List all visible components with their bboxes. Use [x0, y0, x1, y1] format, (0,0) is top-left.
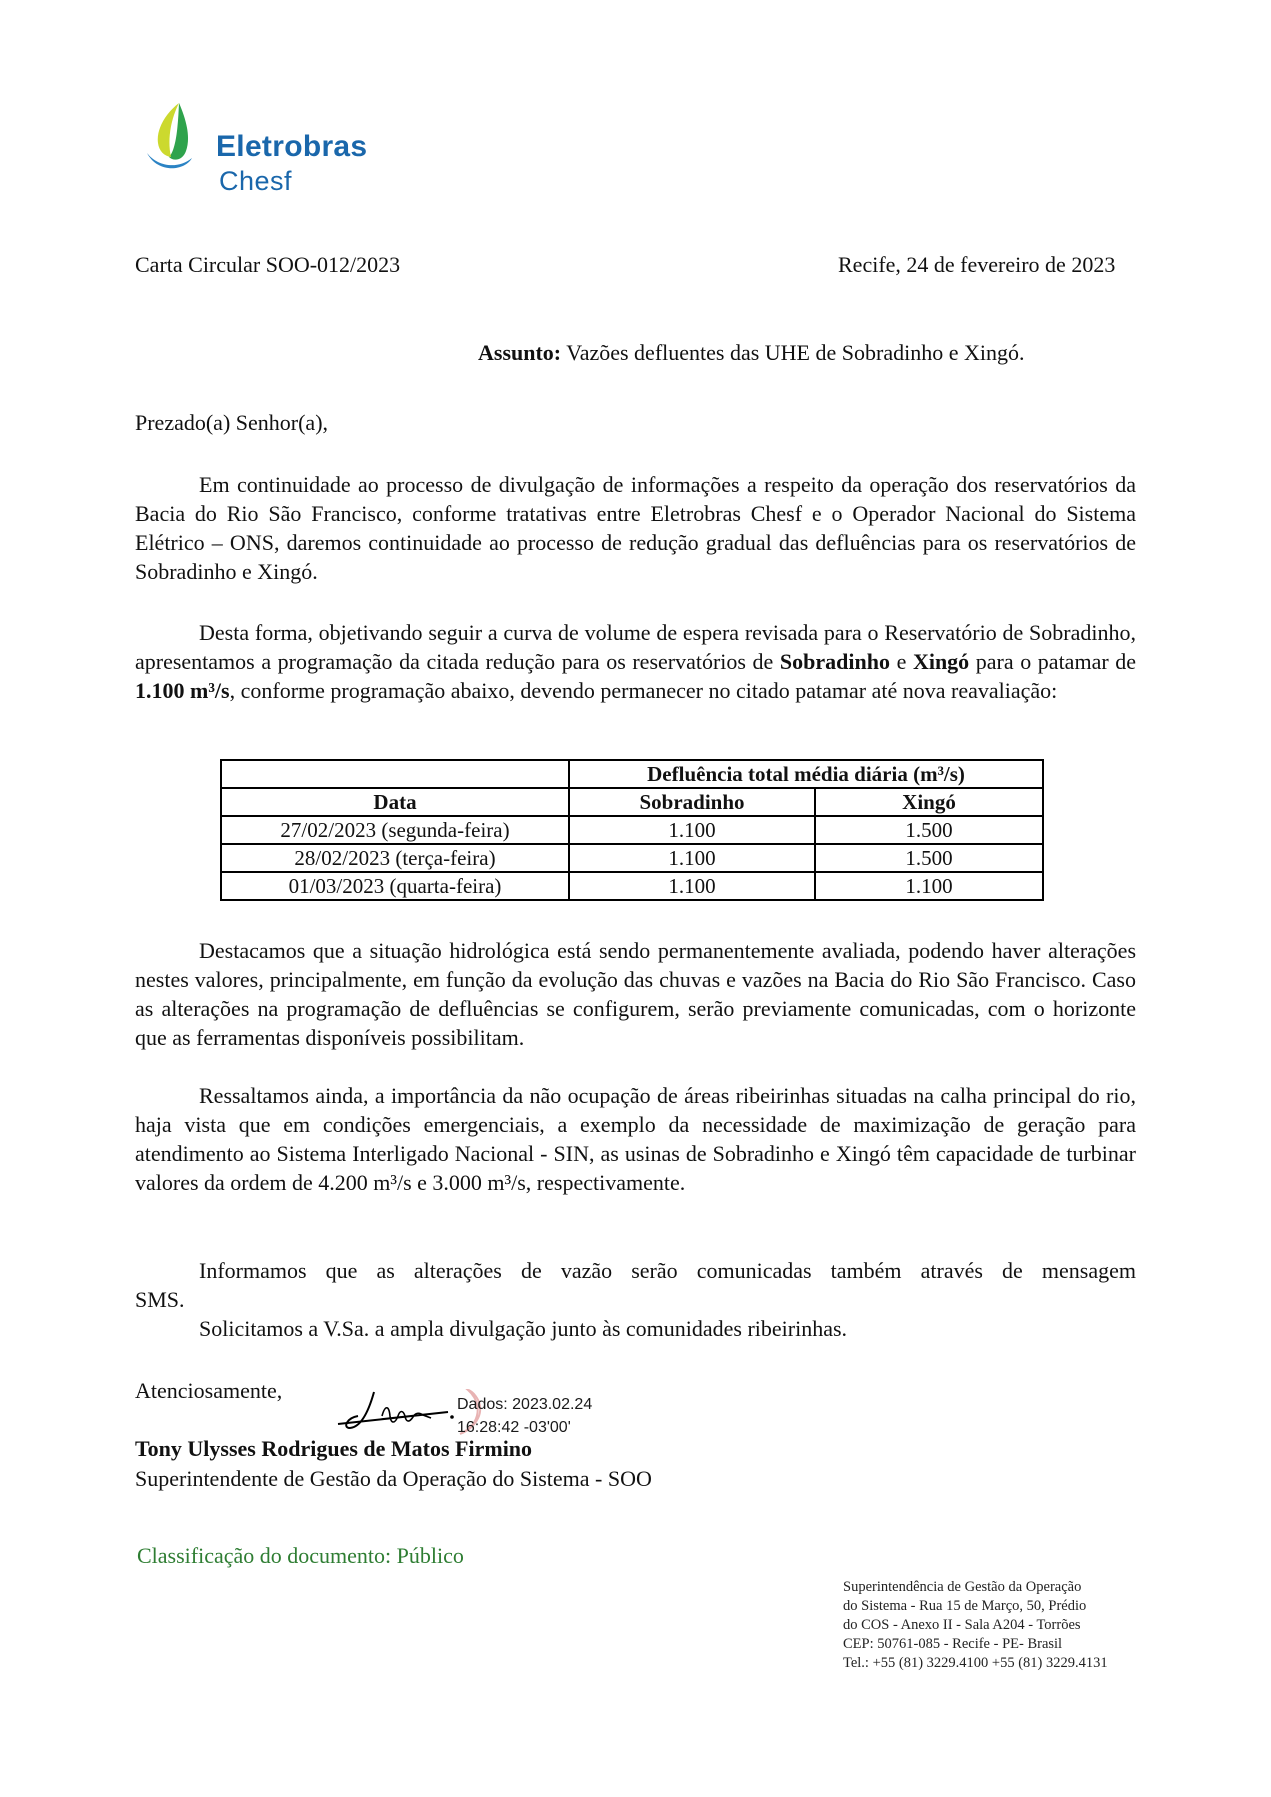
cell-sobradinho-value: 1.100: [569, 844, 815, 872]
bold-xingo: Xingó: [912, 649, 970, 674]
bold-sobradinho: Sobradinho: [779, 649, 890, 674]
defluencia-table: [220, 759, 1044, 901]
table-corner-cell: [221, 760, 569, 788]
paragraph-continuidade: Em continuidade ao processo de divulgação de informações a respeito da operação dos reservatórios da Bacia do Rio São Francisco, conforme tratativas entre Eletrobras Chesf e o Operador Nacional do Sistema Elétrico – ONS, daremos continuidade ao processo de redução gradual das defluências para os reservatórios de Sobradinho e Xingó.: [135, 472, 1136, 584]
cell-sobradinho-value: 1.100: [569, 872, 815, 900]
paragraph-sms-line2: SMS.: [135, 1287, 185, 1312]
subject-text: Vazões defluentes das UHE de Sobradinho e Xingó.: [561, 340, 1025, 365]
column-header-xingo: Xingó: [815, 788, 1043, 816]
footer-line: Superintendência de Gestão da Operação: [843, 1579, 1082, 1595]
footer-line: do Sistema - Rua 15 de Março, 50, Prédio: [843, 1598, 1087, 1614]
table-row: [221, 816, 1043, 844]
signer-title: Superintendente de Gestão da Operação do Sistema - SOO: [135, 1466, 652, 1491]
footer-line: CEP: 50761-085 - Recife - PE- Brasil: [843, 1636, 1063, 1652]
cell-date: 01/03/2023 (quarta-feira): [221, 872, 569, 900]
table-row: [221, 872, 1043, 900]
signature-stamp-date: Dados: 2023.02.24: [457, 1396, 593, 1413]
cell-xingo-value: 1.500: [815, 816, 1043, 844]
paragraph-programacao-part4: , conforme programação abaixo, devendo permanecer no citado patamar até nova reavaliação:: [229, 678, 1058, 703]
signer-name: Tony Ulysses Rodrigues de Matos Firmino: [135, 1436, 533, 1461]
table-group-header: Defluência total média diária (m³/s): [569, 760, 1043, 788]
defluencia-table-wrapper: [220, 759, 1044, 901]
salutation: Prezado(a) Senhor(a),: [135, 410, 329, 435]
footer-line: do COS - Anexo II - Sala A204 - Torrões: [843, 1617, 1081, 1633]
logo-sub-text: Chesf: [219, 166, 293, 196]
paragraph-sms-line1: Informamos que as alterações de vazão serão comunicadas também através de mensagem: [199, 1258, 1136, 1283]
paragraph-programacao-part1: Desta forma, objetivando seguir a curva de volume de espera revisada para o Reservatório de Sobradinho, apresentamos a programação da citada redução para os reservatórios de: [135, 620, 1136, 674]
paragraph-hidrologia: Destacamos que a situação hidrológica está sendo permanentemente avaliada, podendo haver alterações nestes valores, principalmente, em função da evolução das chuvas e vazões na Bacia do Rio São Francisco. Caso as alterações na programação de defluências se configurem, serão previamente comunicadas, com o horizonte que as ferramentas disponíveis possibilitam.: [135, 938, 1136, 1050]
column-header-data: Data: [221, 788, 569, 816]
cell-date: 27/02/2023 (segunda-feira): [221, 816, 569, 844]
chesf-logo-flame-icon: [145, 103, 209, 173]
cell-xingo-value: 1.500: [815, 844, 1043, 872]
chesf-logo: [145, 103, 209, 173]
paragraph-programacao-part2: e: [889, 649, 913, 674]
place-date: Recife, 24 de fevereiro de 2023: [838, 252, 1116, 277]
signature-stamp-time: 16:28:42 -03'00': [457, 1419, 571, 1436]
cell-xingo-value: 1.100: [815, 872, 1043, 900]
table-group-header-row: [221, 760, 1043, 788]
signature-stamp: [457, 1393, 592, 1439]
classification-label: Classificação do documento: Público: [137, 1543, 464, 1568]
closing: Atenciosamente,: [135, 1378, 283, 1403]
paragraph-divulgacao: Solicitamos a V.Sa. a ampla divulgação junto às comunidades ribeirinhas.: [199, 1316, 848, 1341]
subject-label: Assunto:: [478, 340, 562, 365]
footer-address: [843, 1578, 1108, 1673]
cell-sobradinho-value: 1.100: [569, 816, 815, 844]
doc-reference: Carta Circular SOO-012/2023: [135, 252, 401, 277]
table-column-header-row: [221, 788, 1043, 816]
subject-line: [478, 338, 1024, 367]
logo-brand-text: Eletrobras: [216, 130, 368, 163]
paragraph-sms: [135, 1256, 1136, 1314]
footer-line: Tel.: +55 (81) 3229.4100 +55 (81) 3229.4131: [843, 1655, 1108, 1671]
paragraph-ribeirinhas: Ressaltamos ainda, a importância da não ocupação de áreas ribeirinhas situadas na calha principal do rio, haja vista que em condições emergenciais, a exemplo da necessidade de maximização de geração para atendimento ao Sistema Interligado Nacional - SIN, as usinas de Sobradinho e Xingó têm capacidade de turbinar valores da ordem de 4.200 m³/s e 3.000 m³/s, respectivamente.: [135, 1083, 1136, 1195]
paragraph-programacao-part3: para o patamar de: [969, 649, 1137, 674]
bold-vazao: 1.100 m³/s: [135, 678, 230, 703]
cell-date: 28/02/2023 (terça-feira): [221, 844, 569, 872]
table-row: [221, 844, 1043, 872]
paragraph-programacao: [135, 618, 1136, 705]
column-header-sobradinho: Sobradinho: [569, 788, 815, 816]
